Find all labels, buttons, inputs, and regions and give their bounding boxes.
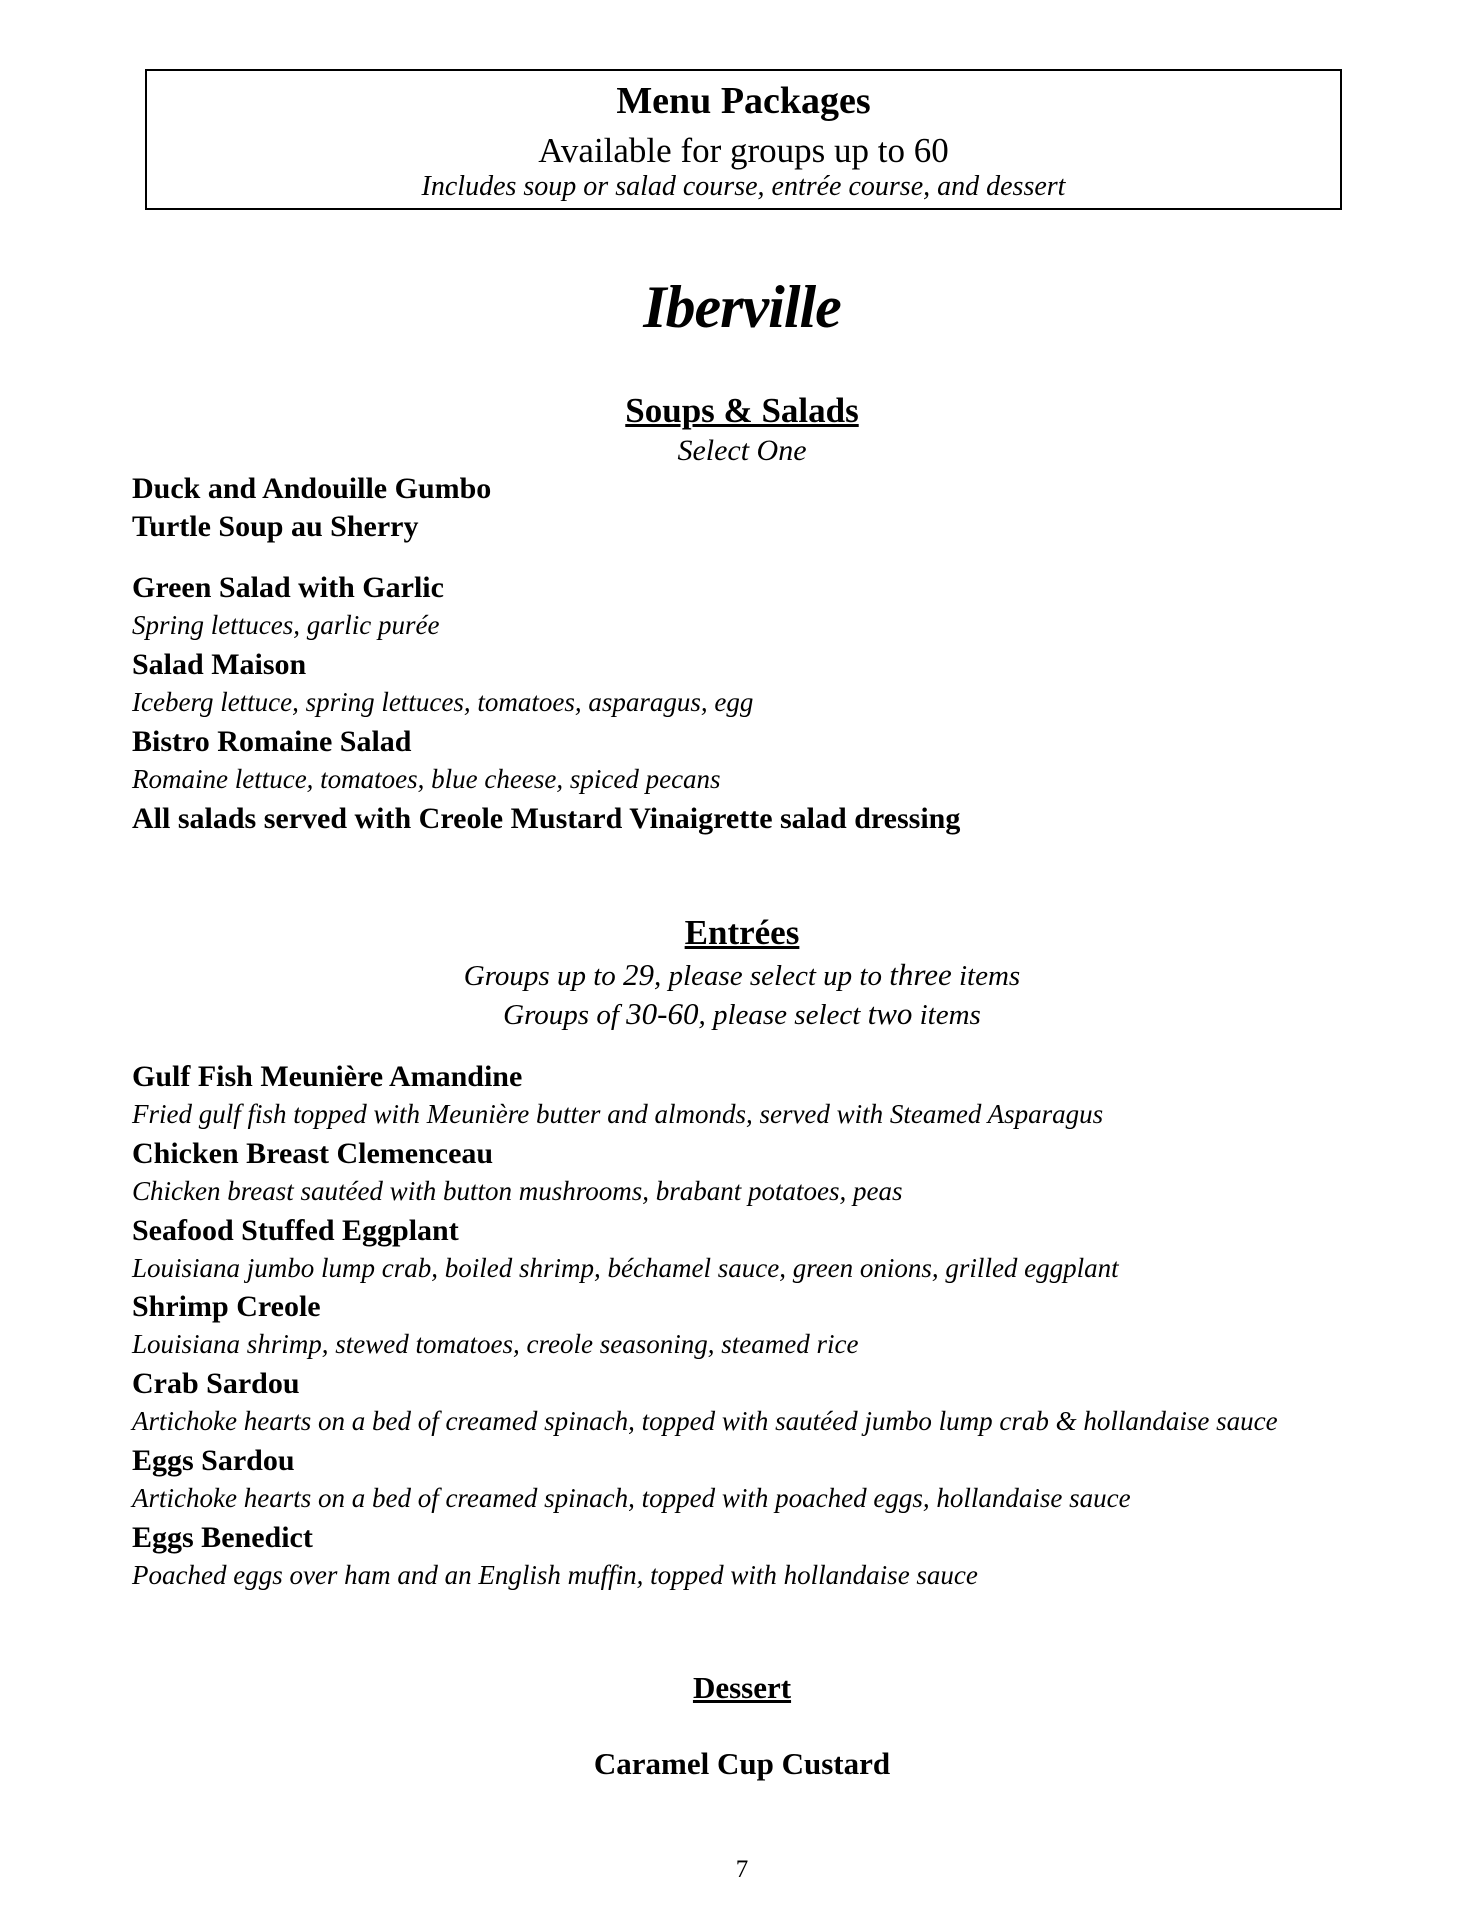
entree-description: Louisiana jumbo lump crab, boiled shrimp, béchamel sauce, green onions, grilled eggplant [132, 1253, 1119, 1283]
menu-name: Iberville [643, 274, 841, 340]
dressing-note: All salads served with Creole Mustard Vinaigrette salad dressing [132, 802, 961, 835]
salad-description: Romaine lettuce, tomatoes, blue cheese, spiced pecans [132, 764, 721, 794]
entree-description: Chicken breast sautéed with button mushrooms, brabant potatoes, peas [132, 1176, 903, 1206]
entree-description: Artichoke hearts on a bed of creamed spinach, topped with sautéed jumbo lump crab & hollandaise sauce [132, 1406, 1278, 1436]
salad-item: Salad Maison [132, 648, 307, 681]
entree-item: Eggs Sardou [132, 1444, 295, 1477]
soups-salads-heading: Soups & Salads [625, 391, 859, 430]
entree-item: Shrimp Creole [132, 1290, 321, 1323]
entree-description: Artichoke hearts on a bed of creamed spinach, topped with poached eggs, hollandaise sauce [132, 1483, 1131, 1513]
entrees-heading: Entrées [684, 913, 800, 952]
salad-description: Iceberg lettuce, spring lettuces, tomatoes, asparagus, egg [132, 687, 754, 717]
entree-item: Seafood Stuffed Eggplant [132, 1214, 459, 1247]
dessert-item: Caramel Cup Custard [593, 1746, 891, 1781]
soups-salads-instruction: Select One [677, 434, 807, 467]
soup-item: Duck and Andouille Gumbo [132, 472, 492, 505]
entree-description: Poached eggs over ham and an English muffin, topped with hollandaise sauce [132, 1560, 978, 1590]
entree-description: Louisiana shrimp, stewed tomatoes, creole seasoning, steamed rice [132, 1329, 859, 1359]
salad-item: Green Salad with Garlic [132, 571, 444, 604]
entree-description: Fried gulf fish topped with Meunière butter and almonds, served with Steamed Asparagus [132, 1099, 1104, 1129]
entrees-rule-large-groups: Groups of 30-60, please select two items [503, 996, 981, 1031]
salad-item: Bistro Romaine Salad [132, 725, 412, 758]
soup-item: Turtle Soup au Sherry [132, 510, 419, 543]
packages-title: Menu Packages [616, 80, 871, 122]
dessert-heading: Dessert [692, 1670, 792, 1705]
entree-item: Eggs Benedict [132, 1521, 313, 1554]
salad-description: Spring lettuces, garlic purée [132, 610, 440, 640]
menu-packages-box [145, 69, 1342, 210]
packages-note: Includes soup or salad course, entrée course, and dessert [421, 171, 1066, 202]
entree-item: Crab Sardou [132, 1367, 300, 1400]
page-number: 7 [735, 1856, 749, 1883]
entree-item: Gulf Fish Meunière Amandine [132, 1060, 523, 1093]
entrees-rule-small-groups: Groups up to 29, please select up to three items [463, 957, 1021, 992]
entree-item: Chicken Breast Clemenceau [132, 1137, 494, 1170]
packages-subtitle: Available for groups up to 60 [538, 131, 949, 170]
